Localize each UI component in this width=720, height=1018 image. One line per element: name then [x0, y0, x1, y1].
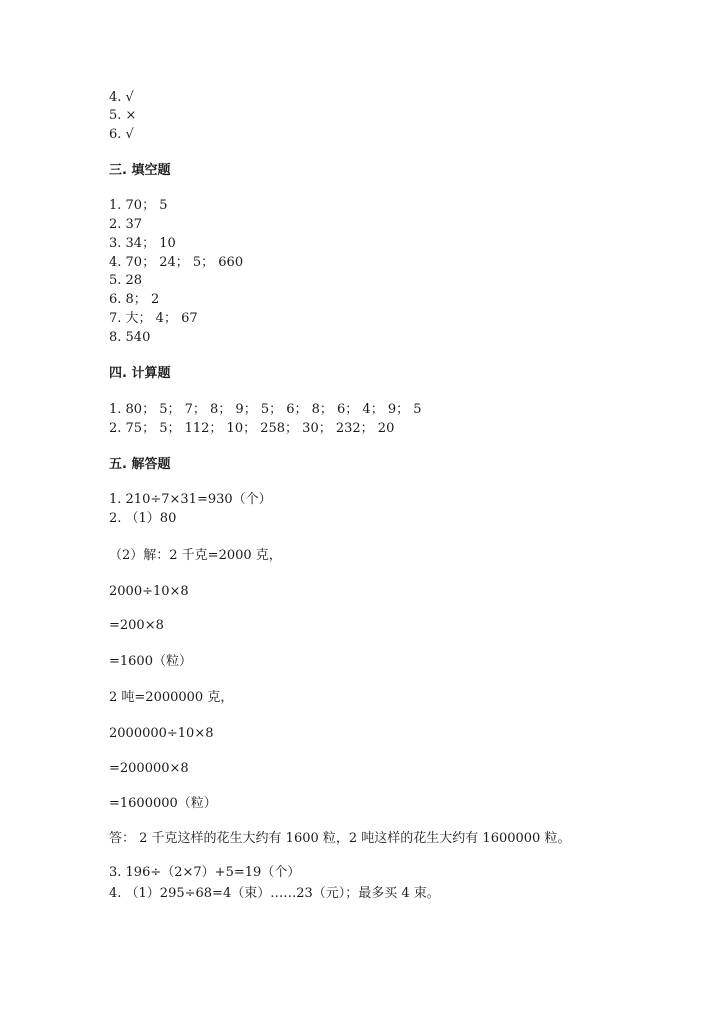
- fill-answer-1: 1. 70； 5: [109, 198, 168, 213]
- solution-line-6: =1600（粒）: [109, 654, 192, 669]
- fill-answer-5: 5. 28: [109, 273, 143, 288]
- section-heading-calculation: 四. 计算题: [109, 366, 171, 381]
- section-heading-fill-in: 三. 填空题: [109, 163, 171, 178]
- judge-answer-4: 4. √: [109, 90, 134, 105]
- solution-line-4: 2000÷10×8: [109, 584, 189, 599]
- calc-answer-1: 1. 80； 5； 7； 8； 9； 5； 6； 8； 6； 4； 9； 5: [109, 402, 422, 417]
- solution-line-3: （2）解：2 千克=2000 克，: [109, 548, 282, 563]
- fill-answer-7: 7. 大； 4； 67: [109, 311, 198, 326]
- solution-line-11: 答： 2 千克这样的花生大约有 1600 粒，2 吨这样的花生大约有 1600000 粒。: [109, 831, 571, 846]
- fill-answer-4: 4. 70； 24； 5； 660: [109, 255, 244, 270]
- solution-line-2: 2. （1）80: [109, 511, 177, 526]
- solution-line-10: =1600000（粒）: [109, 796, 217, 811]
- fill-answer-2: 2. 37: [109, 217, 143, 232]
- judge-answer-5: 5. ×: [109, 108, 137, 123]
- solution-line-1: 1. 210÷7×31=930（个）: [109, 492, 272, 507]
- calc-answer-2: 2. 75； 5； 112； 10； 258； 30； 232； 20: [109, 421, 395, 436]
- fill-answer-8: 8. 540: [109, 330, 151, 345]
- fill-answer-6: 6. 8； 2: [109, 292, 160, 307]
- solution-line-8: 2000000÷10×8: [109, 726, 214, 741]
- solution-line-13: 4. （1）295÷68=4（束）……23（元）；最多买 4 束。: [109, 886, 440, 901]
- solution-line-5: =200×8: [109, 618, 164, 633]
- section-heading-solutions: 五. 解答题: [109, 457, 171, 472]
- solution-line-12: 3. 196÷（2×7）+5=19（个）: [109, 865, 301, 880]
- solution-line-7: 2 吨=2000000 克，: [109, 690, 234, 705]
- fill-answer-3: 3. 34； 10: [109, 236, 176, 251]
- judge-answer-6: 6. √: [109, 127, 134, 142]
- solution-line-9: =200000×8: [109, 761, 189, 776]
